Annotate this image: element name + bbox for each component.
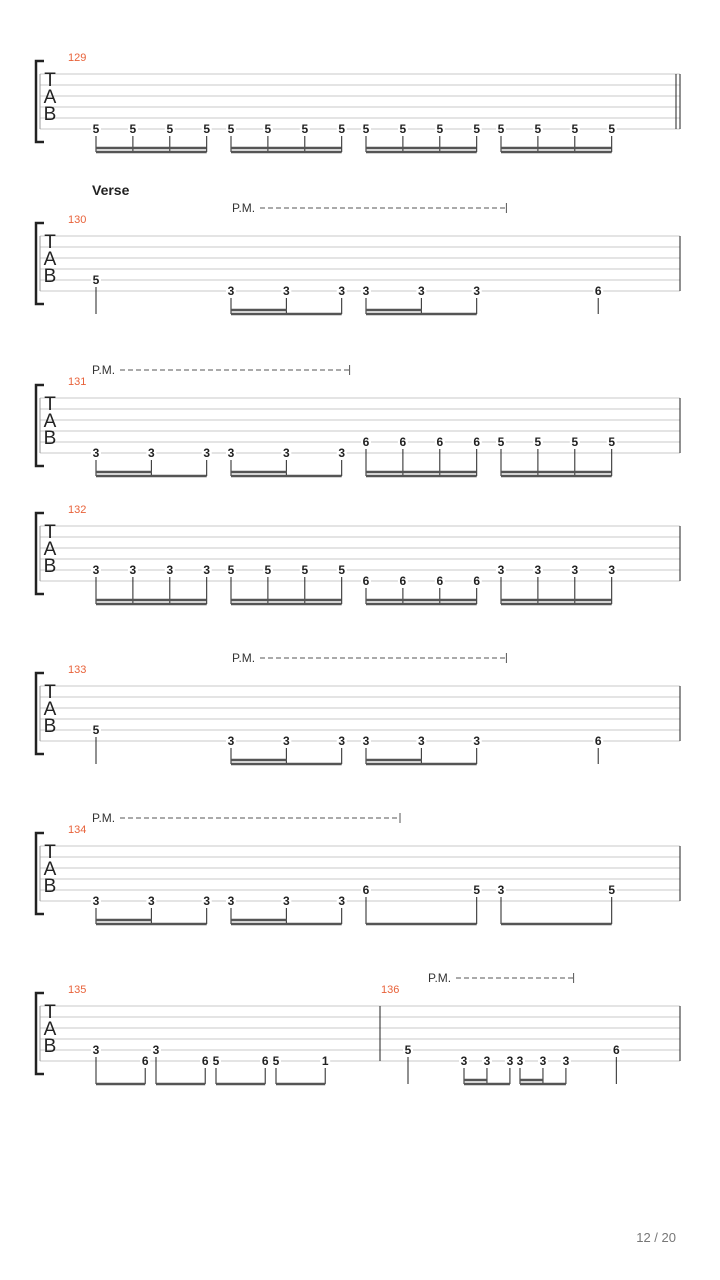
fret-number: 3 [418, 734, 425, 748]
palm-mute-label: P.M. [232, 651, 256, 665]
fret-number: 3 [148, 894, 155, 908]
fret-number: 3 [571, 563, 579, 577]
fret-number: 1 [321, 1054, 329, 1068]
fret-number: 3 [497, 883, 505, 897]
tab-clef-letter: B [43, 716, 57, 737]
tab-clef-letter: A [43, 411, 57, 432]
fret-number: 3 [460, 1054, 468, 1068]
tab-clef-letter: A [43, 249, 57, 270]
fret-number: 5 [571, 122, 579, 136]
fret-number: 5 [362, 122, 370, 136]
tab-clef-letter: B [43, 104, 57, 125]
tab-clef-letter: B [43, 428, 57, 449]
section-label: Verse [92, 182, 130, 198]
fret-number: 3 [338, 734, 346, 748]
fret-number: 3 [92, 563, 100, 577]
tab-clef-letter: T [44, 522, 56, 543]
fret-number: 6 [261, 1054, 269, 1068]
fret-number: 5 [92, 273, 100, 287]
fret-number: 5 [608, 122, 616, 136]
fret-number: 5 [608, 883, 616, 897]
fret-number: 3 [227, 284, 235, 298]
fret-number: 3 [473, 284, 481, 298]
palm-mute-label: P.M. [232, 201, 256, 215]
fret-number: 5 [534, 122, 542, 136]
palm-mute-label: P.M. [428, 971, 452, 985]
fret-number: 6 [473, 435, 481, 449]
tab-clef-letter: A [43, 539, 57, 560]
fret-number: 3 [203, 563, 211, 577]
fret-number: 3 [483, 1054, 491, 1068]
fret-number: 6 [399, 435, 407, 449]
fret-number: 6 [362, 435, 370, 449]
measure-number: 130 [68, 214, 87, 226]
fret-number: 3 [283, 446, 290, 460]
fret-number: 3 [473, 734, 481, 748]
fret-number: 3 [227, 446, 235, 460]
fret-number: 3 [362, 284, 370, 298]
fret-number: 5 [338, 122, 346, 136]
fret-number: 5 [608, 435, 616, 449]
fret-number: 6 [399, 574, 407, 588]
fret-number: 3 [152, 1043, 160, 1057]
fret-number: 5 [264, 563, 272, 577]
tab-clef-letter: B [43, 556, 57, 577]
fret-number: 5 [571, 435, 579, 449]
palm-mute-label: P.M. [92, 811, 116, 825]
fret-number: 5 [404, 1043, 412, 1057]
fret-number: 3 [92, 446, 100, 460]
fret-number: 3 [562, 1054, 570, 1068]
fret-number: 6 [362, 574, 370, 588]
tab-clef-letter: T [44, 1002, 56, 1023]
fret-number: 6 [362, 883, 370, 897]
fret-number: 3 [418, 284, 425, 298]
fret-number: 3 [608, 563, 616, 577]
measure-number: 136 [381, 984, 400, 996]
tab-clef-letter: T [44, 70, 56, 91]
fret-number: 3 [283, 734, 290, 748]
fret-number: 3 [129, 563, 137, 577]
fret-number: 3 [203, 894, 211, 908]
palm-mute-label: P.M. [92, 363, 116, 377]
fret-number: 5 [497, 435, 505, 449]
fret-number: 5 [212, 1054, 220, 1068]
fret-number: 5 [129, 122, 137, 136]
fret-number: 3 [227, 734, 235, 748]
fret-number: 3 [92, 894, 100, 908]
fret-number: 6 [201, 1054, 209, 1068]
fret-number: 6 [612, 1043, 620, 1057]
fret-number: 3 [506, 1054, 514, 1068]
fret-number: 5 [399, 122, 407, 136]
fret-number: 3 [148, 446, 155, 460]
tab-clef-letter: T [44, 232, 56, 253]
fret-number: 5 [203, 122, 211, 136]
fret-number: 5 [227, 122, 235, 136]
measure-number: 132 [68, 504, 87, 516]
tab-clef-letter: B [43, 1036, 57, 1057]
measure-number: 131 [68, 376, 87, 388]
tab-clef-letter: B [43, 266, 57, 287]
fret-number: 3 [539, 1054, 547, 1068]
tab-clef-letter: A [43, 699, 57, 720]
fret-number: 3 [283, 284, 290, 298]
fret-number: 5 [301, 122, 309, 136]
tab-clef-letter: A [43, 87, 57, 108]
fret-number: 3 [338, 894, 346, 908]
fret-number: 6 [436, 435, 444, 449]
fret-number: 5 [301, 563, 309, 577]
tab-clef-letter: A [43, 1019, 57, 1040]
fret-number: 3 [166, 563, 174, 577]
fret-number: 6 [594, 284, 602, 298]
fret-number: 5 [534, 435, 542, 449]
fret-number: 3 [338, 446, 346, 460]
fret-number: 3 [283, 894, 290, 908]
fret-number: 3 [227, 894, 235, 908]
page-number: 12 / 20 [636, 1230, 676, 1245]
fret-number: 3 [92, 1043, 100, 1057]
fret-number: 5 [227, 563, 235, 577]
fret-number: 5 [166, 122, 174, 136]
fret-number: 5 [497, 122, 505, 136]
tab-clef-letter: B [43, 876, 57, 897]
fret-number: 6 [141, 1054, 149, 1068]
fret-number: 6 [473, 574, 481, 588]
fret-number: 3 [203, 446, 211, 460]
fret-number: 3 [338, 284, 346, 298]
fret-number: 5 [338, 563, 346, 577]
tab-clef-letter: T [44, 394, 56, 415]
fret-number: 6 [436, 574, 444, 588]
fret-number: 3 [362, 734, 370, 748]
fret-number: 5 [436, 122, 444, 136]
measure-number: 135 [68, 984, 87, 996]
tab-clef-letter: A [43, 859, 57, 880]
fret-number: 5 [92, 122, 100, 136]
fret-number: 5 [473, 122, 481, 136]
fret-number: 6 [594, 734, 602, 748]
fret-number: 3 [534, 563, 542, 577]
measure-number: 134 [68, 824, 87, 836]
fret-number: 3 [516, 1054, 524, 1068]
measure-number: 129 [68, 52, 87, 64]
fret-number: 5 [264, 122, 272, 136]
fret-number: 3 [497, 563, 505, 577]
measure-number: 133 [68, 664, 87, 676]
fret-number: 5 [272, 1054, 280, 1068]
fret-number: 5 [92, 723, 100, 737]
fret-number: 5 [473, 883, 481, 897]
tab-clef-letter: T [44, 842, 56, 863]
tab-clef-letter: T [44, 682, 56, 703]
